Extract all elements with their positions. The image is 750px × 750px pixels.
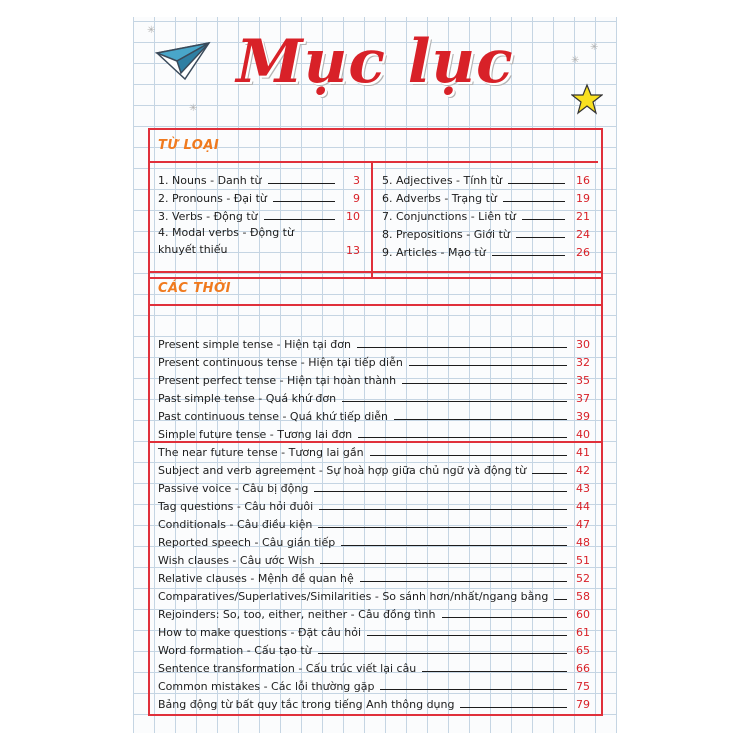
leader-line bbox=[370, 455, 567, 456]
leader-line bbox=[341, 545, 567, 546]
toc-entry[interactable] bbox=[158, 532, 590, 550]
toc-entry[interactable] bbox=[158, 586, 590, 604]
leader-line bbox=[314, 491, 567, 492]
leader-line bbox=[442, 617, 568, 618]
leader-line bbox=[516, 237, 565, 238]
toc-entry-page: 66 bbox=[576, 662, 590, 675]
toc-entry-page: 48 bbox=[576, 536, 590, 549]
toc-entry-label: Common mistakes - Các lỗi thường gặp bbox=[158, 680, 375, 693]
leader-line bbox=[318, 527, 567, 528]
toc-entry-page: 61 bbox=[576, 626, 590, 639]
leader-line bbox=[320, 563, 567, 564]
toc-entry-label: Past continuous tense - Quá khứ tiếp diễn bbox=[158, 410, 388, 423]
toc-entry-label: Simple future tense - Tương lai đơn bbox=[158, 428, 353, 441]
toc-entry-label: Present perfect tense - Hiện tại hoàn thành bbox=[158, 374, 397, 387]
toc-entry[interactable] bbox=[158, 604, 590, 622]
column-right bbox=[382, 170, 590, 260]
toc-entry[interactable]: 5. Adjectives - Tính từ 16 bbox=[382, 174, 590, 187]
toc-entry[interactable] bbox=[158, 406, 590, 424]
leader-line bbox=[357, 347, 567, 348]
section-header: CÁC THỜI bbox=[150, 273, 601, 306]
toc-entry[interactable] bbox=[158, 442, 590, 460]
toc-entry-page: 79 bbox=[576, 698, 590, 711]
toc-entry[interactable]: 7. Conjunctions - Liên từ 21 bbox=[382, 210, 590, 223]
toc-entry[interactable] bbox=[158, 658, 590, 676]
leader-line bbox=[318, 653, 567, 654]
toc-entry-label: Word formation - Cấu tạo từ bbox=[158, 644, 312, 657]
toc-entry[interactable]: 9. Articles - Mạo từ 26 bbox=[382, 246, 590, 259]
toc-entry-label: Past simple tense - Quá khứ đơn bbox=[158, 392, 337, 405]
toc-entry[interactable] bbox=[158, 676, 590, 694]
leader-line bbox=[460, 707, 567, 708]
toc-entry[interactable] bbox=[158, 370, 590, 388]
page-title: Mục lục bbox=[236, 27, 514, 97]
toc-entry[interactable] bbox=[158, 424, 590, 442]
divider bbox=[371, 161, 373, 277]
toc-page bbox=[133, 17, 617, 733]
toc-entry-label: Bảng động từ bất quy tắc trong tiếng Anh thông dụng bbox=[158, 698, 455, 711]
toc-entry-label: Reported speech - Câu gián tiếp bbox=[158, 536, 336, 549]
leader-line bbox=[508, 183, 565, 184]
section-tu-loai bbox=[148, 128, 603, 279]
leader-line bbox=[342, 401, 567, 402]
sparkle-icon: ✳ bbox=[590, 42, 599, 53]
toc-entry-label: The near future tense - Tương lai gần bbox=[158, 446, 364, 459]
toc-entry[interactable]: 4. Modal verbs - Động từ khuyết thiếu 13 bbox=[158, 226, 360, 257]
toc-entry-label: Wish clauses - Câu ước Wish bbox=[158, 554, 315, 567]
leader-line bbox=[268, 183, 335, 184]
leader-line bbox=[522, 219, 565, 220]
toc-entry-label: Subject and verb agreement - Sự hoà hợp giữa chủ ngữ và động từ bbox=[158, 464, 527, 477]
toc-entry-page: 60 bbox=[576, 608, 590, 621]
toc-entry-page: 58 bbox=[576, 590, 590, 603]
leader-line bbox=[532, 473, 567, 474]
toc-entry-page: 44 bbox=[576, 500, 590, 513]
leader-line bbox=[264, 219, 335, 220]
toc-entry[interactable]: 3. Verbs - Động từ 10 bbox=[158, 210, 360, 223]
toc-entry[interactable] bbox=[158, 694, 590, 712]
leader-line bbox=[319, 509, 567, 510]
leader-line bbox=[554, 599, 567, 600]
toc-entry[interactable] bbox=[158, 568, 590, 586]
toc-entry[interactable]: 8. Prepositions - Giới từ 24 bbox=[382, 228, 590, 241]
toc-entry[interactable]: 6. Adverbs - Trạng từ 19 bbox=[382, 192, 590, 205]
column-left bbox=[158, 170, 360, 258]
sparkle-icon: ✳ bbox=[147, 25, 156, 36]
toc-entry-page: 43 bbox=[576, 482, 590, 495]
toc-entry-page: 52 bbox=[576, 572, 590, 585]
leader-line bbox=[409, 365, 567, 366]
toc-entry[interactable] bbox=[158, 388, 590, 406]
sparkle-icon: ✳ bbox=[189, 103, 198, 114]
toc-entry-label: Comparatives/Superlatives/Similarities - So sánh hơn/nhất/ngang bằng bbox=[158, 590, 549, 603]
toc-entry[interactable] bbox=[158, 460, 590, 478]
toc-entry[interactable] bbox=[158, 622, 590, 640]
leader-line bbox=[503, 201, 565, 202]
toc-entry[interactable] bbox=[158, 640, 590, 658]
toc-entry-page: 37 bbox=[576, 392, 590, 405]
toc-entry-page: 41 bbox=[576, 446, 590, 459]
toc-entry-page: 51 bbox=[576, 554, 590, 567]
leader-line bbox=[358, 437, 567, 438]
toc-entry-label: Rejoinders: So, too, either, neither - Câu đồng tình bbox=[158, 608, 436, 621]
leader-line bbox=[422, 671, 567, 672]
toc-entry[interactable] bbox=[158, 496, 590, 514]
leader-line bbox=[380, 689, 567, 690]
toc-entry[interactable] bbox=[158, 352, 590, 370]
toc-entry[interactable] bbox=[158, 478, 590, 496]
toc-entry-page: 75 bbox=[576, 680, 590, 693]
toc-entry-page: 32 bbox=[576, 356, 590, 369]
toc-entry-page: 39 bbox=[576, 410, 590, 423]
toc-entry-label: Tag questions - Câu hỏi đuôi bbox=[158, 500, 314, 513]
toc-entry[interactable] bbox=[158, 514, 590, 532]
toc-entry-label: Present simple tense - Hiện tại đơn bbox=[158, 338, 351, 351]
toc-entry-page: 40 bbox=[576, 428, 590, 441]
toc-entry-label: How to make questions - Đặt câu hỏi bbox=[158, 626, 362, 639]
toc-entry-label: Conditionals - Câu điều kiện bbox=[158, 518, 313, 531]
toc-entry-page: 35 bbox=[576, 374, 590, 387]
toc-entry-label: Relative clauses - Mệnh đề quan hệ bbox=[158, 572, 354, 585]
toc-entry-page: 47 bbox=[576, 518, 590, 531]
leader-line bbox=[273, 201, 335, 202]
toc-entry[interactable] bbox=[158, 550, 590, 568]
leader-line bbox=[367, 635, 567, 636]
toc-list bbox=[158, 334, 590, 712]
toc-entry[interactable]: 1. Nouns - Danh từ 3 bbox=[158, 174, 360, 187]
leader-line bbox=[360, 581, 567, 582]
leader-line bbox=[394, 419, 567, 420]
leader-line bbox=[492, 255, 565, 256]
toc-entry-page: 42 bbox=[576, 464, 590, 477]
toc-entry-label: Passive voice - Câu bị động bbox=[158, 482, 309, 495]
toc-entry-label: Sentence transformation - Cấu trúc viết lại câu bbox=[158, 662, 417, 675]
toc-entry[interactable]: 2. Pronouns - Đại từ 9 bbox=[158, 192, 360, 205]
toc-entry-label: Present continuous tense - Hiện tại tiếp diễn bbox=[158, 356, 403, 369]
leader-line bbox=[402, 383, 567, 384]
sparkle-icon: ✳ bbox=[571, 55, 580, 66]
toc-entry-page: 65 bbox=[576, 644, 590, 657]
toc-entry[interactable] bbox=[158, 334, 590, 352]
toc-entry-page: 30 bbox=[576, 338, 590, 351]
section-cac-thoi bbox=[148, 271, 603, 716]
section-header: TỪ LOẠI bbox=[150, 130, 598, 163]
